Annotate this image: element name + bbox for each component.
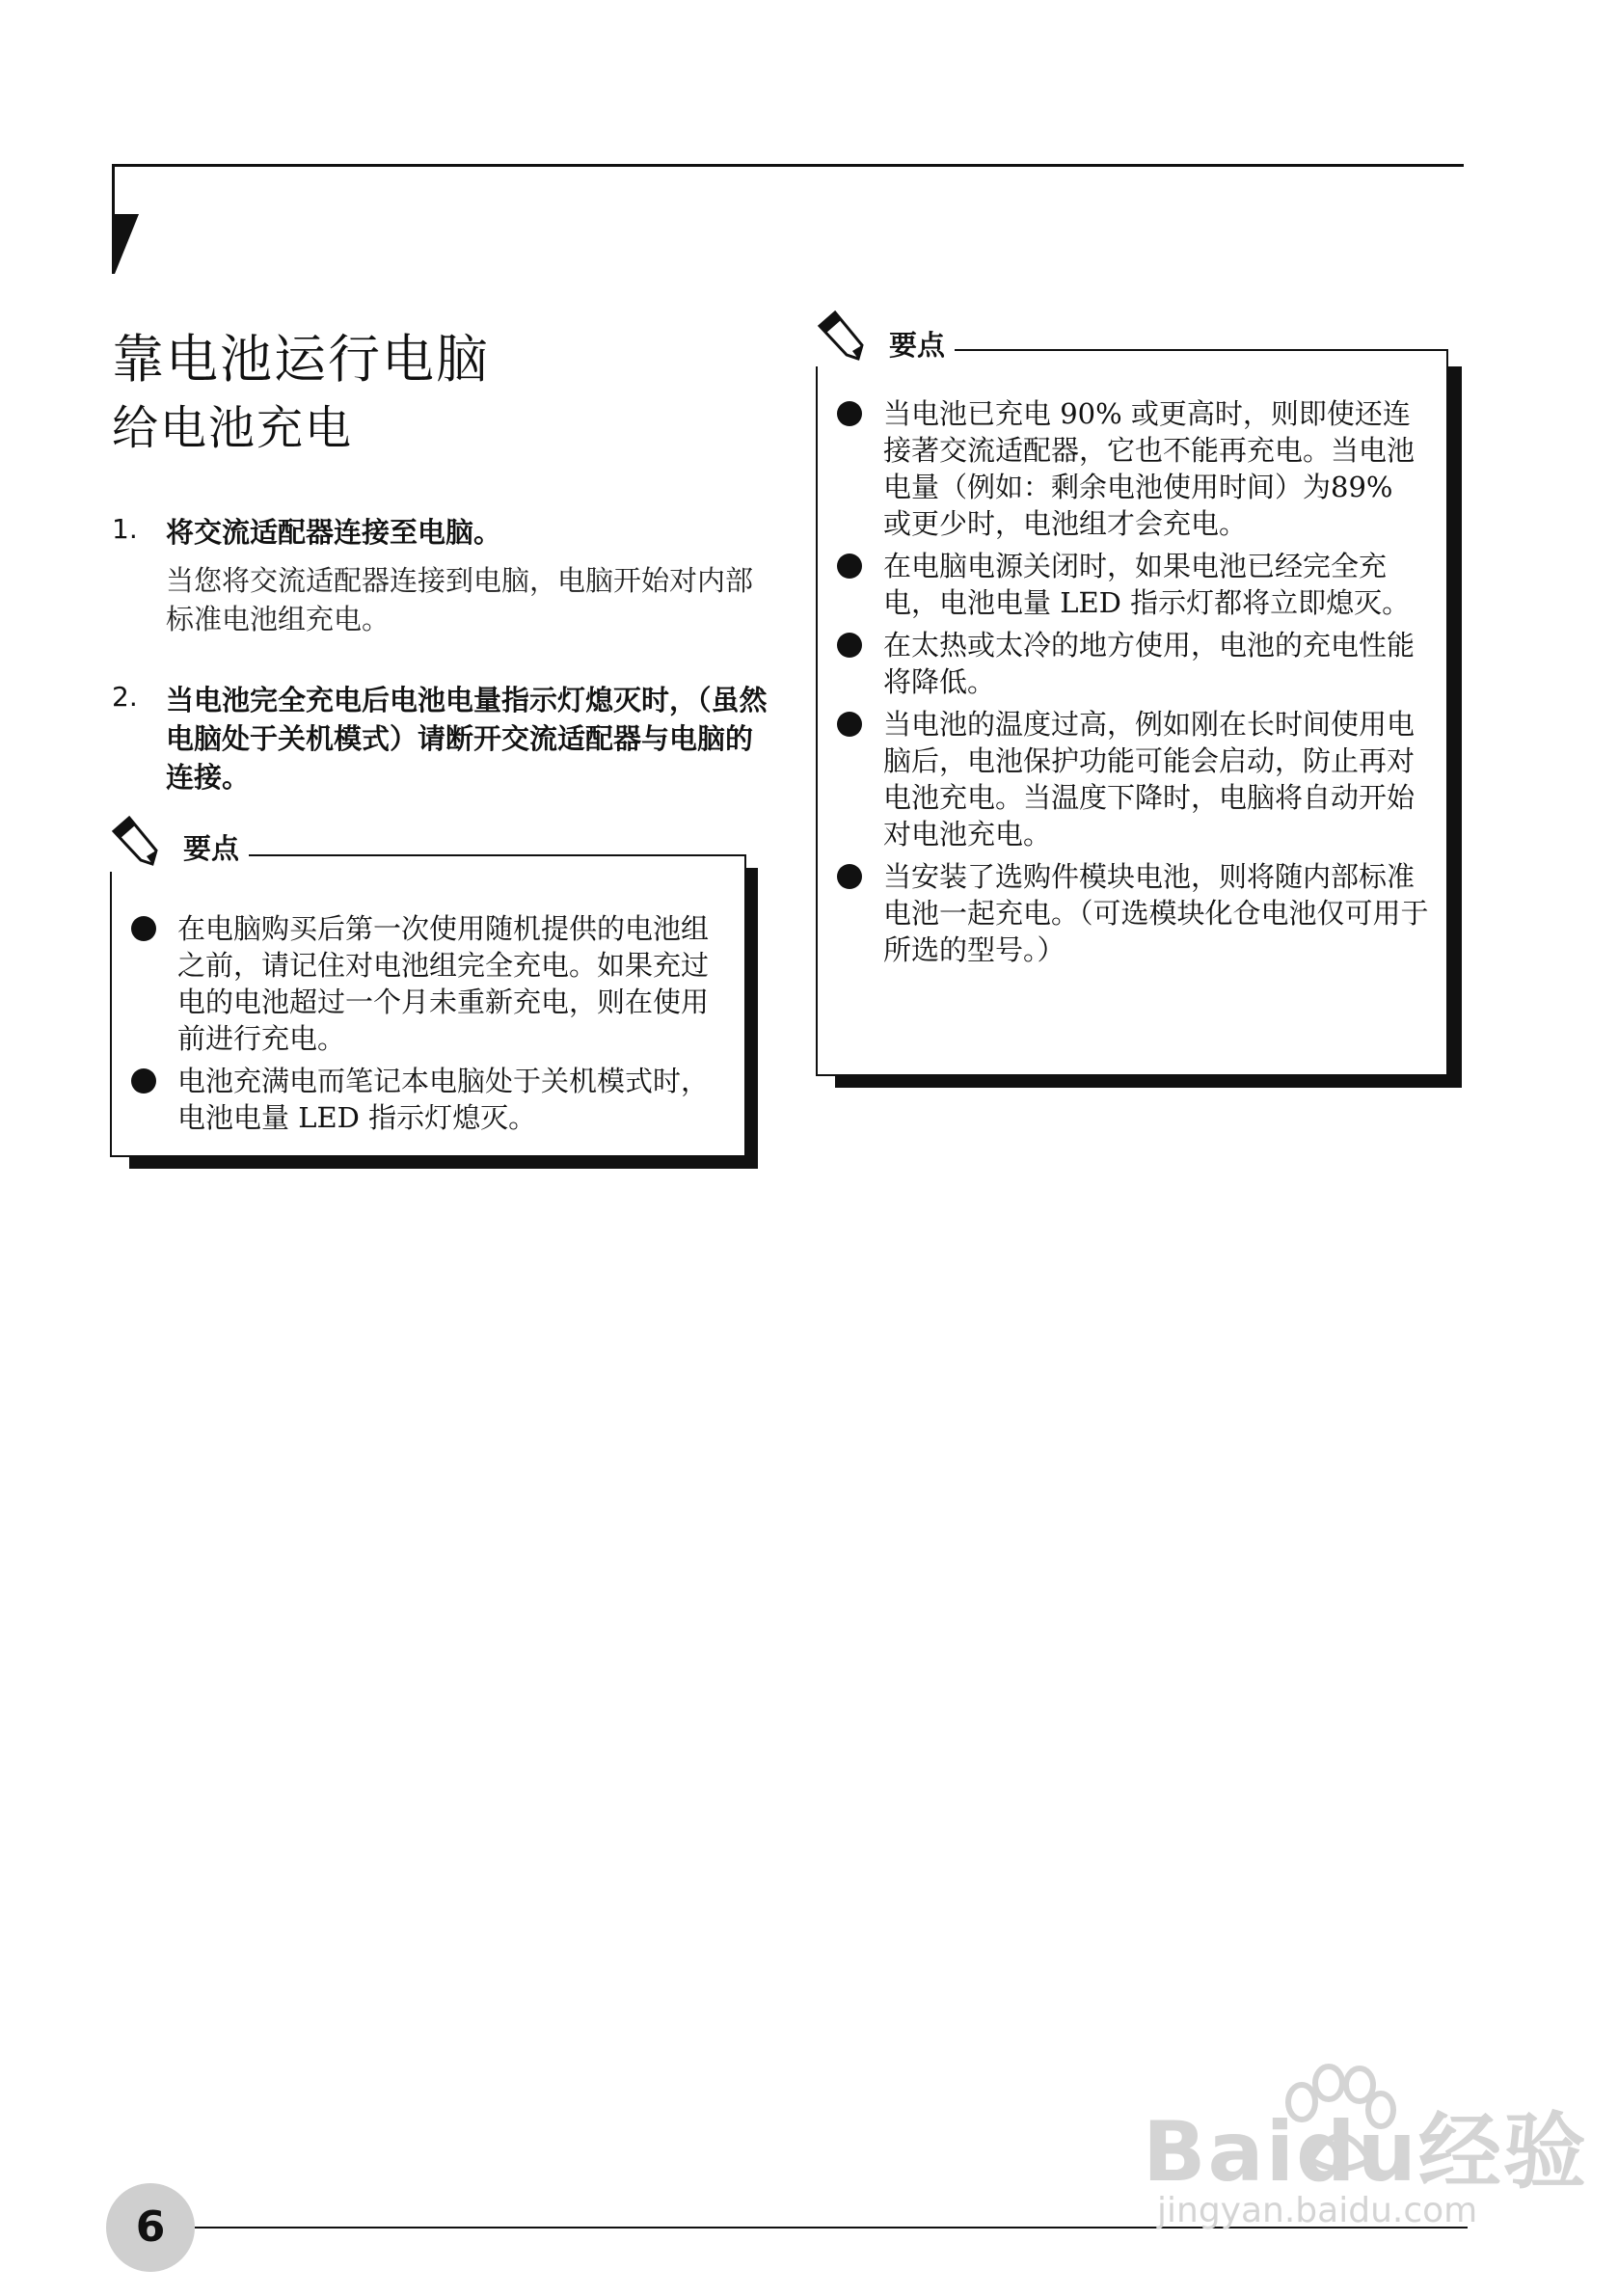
note-list xyxy=(837,395,1429,974)
step-number: 1. xyxy=(112,513,138,545)
bullet-dot-icon xyxy=(837,554,862,579)
note-list xyxy=(131,910,727,1142)
step-body: 当您将交流适配器连接到电脑，电脑开始对内部标准电池组充电。 xyxy=(166,564,754,635)
note-label: 要点 xyxy=(183,827,245,867)
bullet-dot-icon xyxy=(837,633,862,658)
bullet-dot-icon xyxy=(837,401,862,426)
bullet-dot-icon xyxy=(837,712,862,737)
step-number: 2. xyxy=(112,681,138,713)
page-title: 靠电池运行电脑 xyxy=(112,329,490,390)
step-heading: 当电池完全充电后电池电量指示灯熄灭时，（虽然电脑处于关机模式）请断开交流适配器与电脑的连接。 xyxy=(166,684,768,794)
bullet-dot-icon xyxy=(837,864,862,889)
pencil-note-icon xyxy=(814,307,874,366)
note-item: 电池充满电而笔记本电脑处于关机模式时，电池电量 LED 指示灯熄灭。 xyxy=(131,1063,727,1136)
note-top-line xyxy=(249,854,746,856)
pencil-note-icon xyxy=(108,812,168,872)
page-subtitle: 给电池充电 xyxy=(112,401,354,455)
page-number: 6 xyxy=(135,2202,166,2252)
note-item: 当安装了选购件模块电池，则将随内部标准电池一起充电。（可选模块化仓电池仅可用于所选的型号。） xyxy=(837,858,1429,968)
note-item: 在太热或太冷的地方使用，电池的充电性能将降低。 xyxy=(837,627,1429,700)
bullet-dot-icon xyxy=(131,1068,156,1094)
note-item: 当电池已充电 90% 或更高时，则即使还连接著交流适配器，它也不能再充电。当电池电量（例如：剩余电池使用时间）为89% 或更少时，电池组才会充电。 xyxy=(837,395,1429,542)
watermark-url: jingyan.baidu.com xyxy=(1157,2191,1478,2230)
top-rule xyxy=(112,164,1464,167)
step-heading: 将交流适配器连接至电脑。 xyxy=(166,516,502,549)
note-label: 要点 xyxy=(889,324,951,364)
watermark-logo: Baidu经验 xyxy=(1143,2104,1588,2201)
corner-wedge-icon xyxy=(112,214,139,274)
note-item: 在电脑购买后第一次使用随机提供的电池组之前，请记住对电池组完全充电。如果充过电的电池超过一个月未重新充电，则在使用前进行充电。 xyxy=(131,910,727,1057)
note-item: 在电脑电源关闭时，如果电池已经完全充电，电池电量 LED 指示灯都将立即熄灭。 xyxy=(837,548,1429,621)
note-item: 当电池的温度过高，例如刚在长时间使用电脑后，电池保护功能可能会启动，防止再对电池充电。当温度下降时，电脑将自动开始对电池充电。 xyxy=(837,706,1429,852)
step-1 xyxy=(112,513,768,638)
bullet-dot-icon xyxy=(131,916,156,941)
step-2 xyxy=(112,681,768,797)
note-top-line xyxy=(955,349,1448,351)
